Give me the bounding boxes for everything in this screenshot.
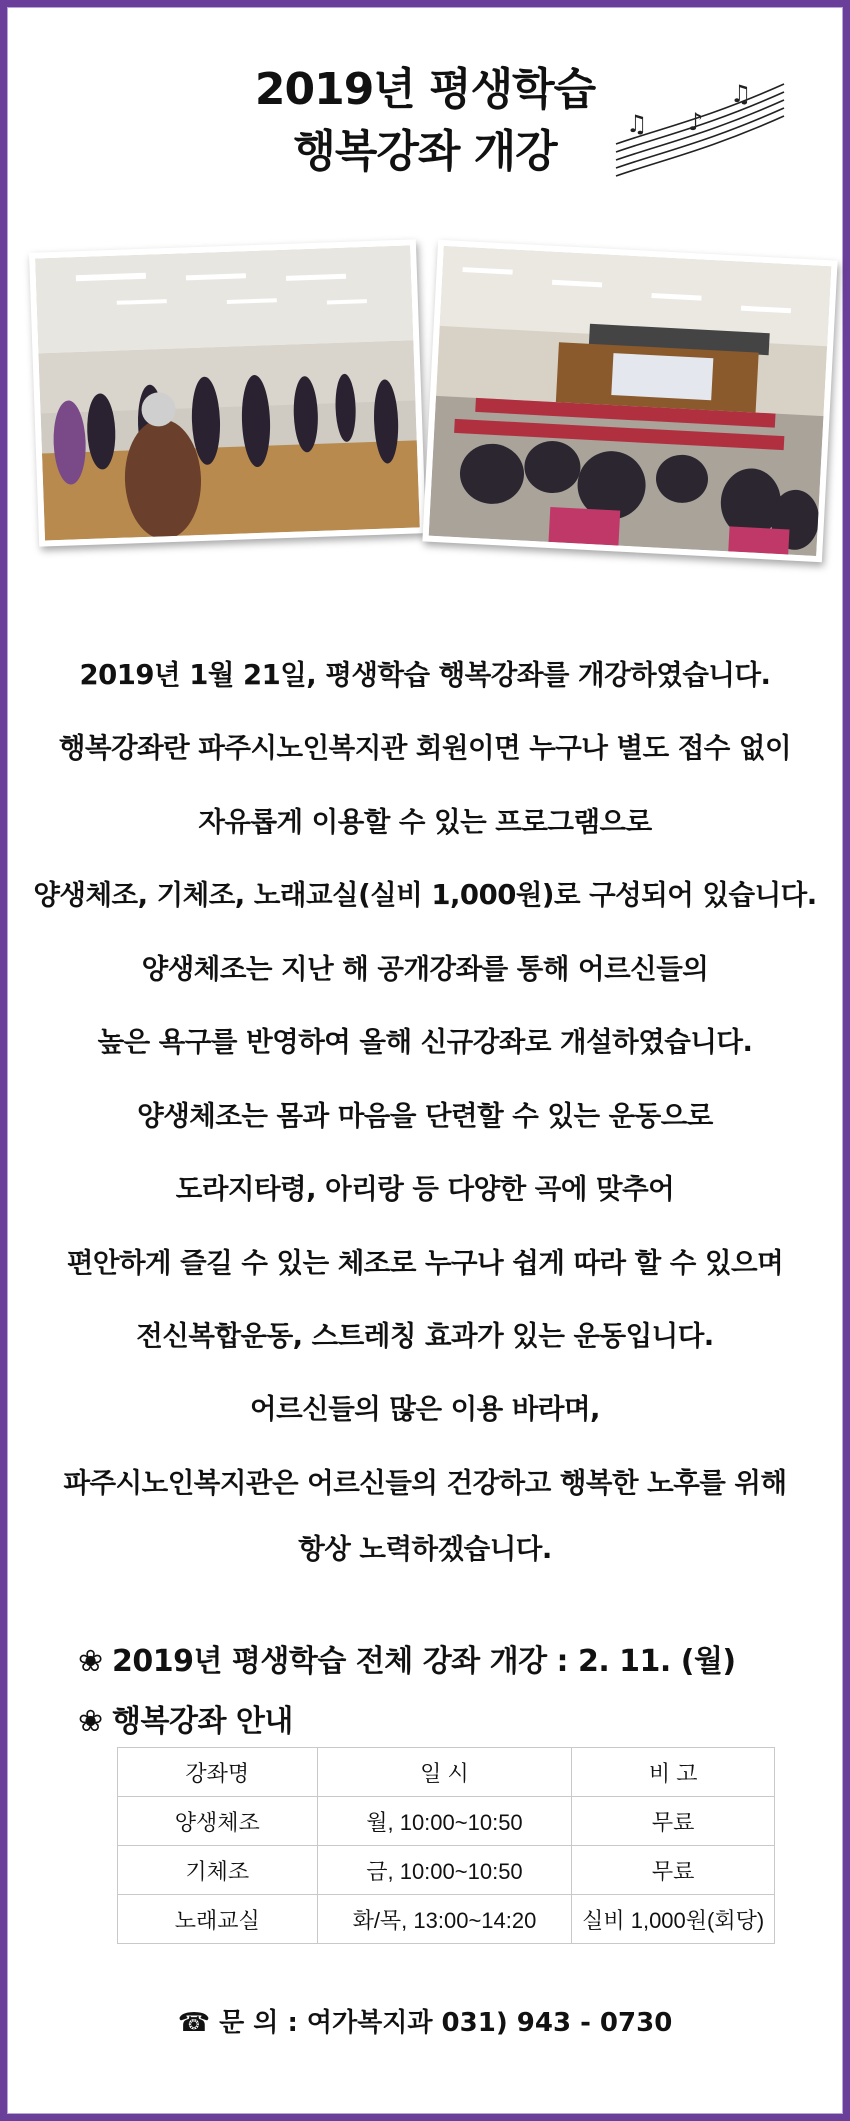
photo-exercise-class: [29, 239, 426, 546]
table-cell: 노래교실: [118, 1895, 318, 1944]
table-cell: 양생체조: [118, 1797, 318, 1846]
flower-bullet-icon: ❀: [78, 1704, 103, 1739]
paragraph-line-6: 높은 욕구를 반영하여 올해 신규강좌로 개설하였습니다.: [97, 1026, 753, 1058]
music-staff-decoration: [612, 74, 788, 178]
table-cell: 화/목, 13:00~14:20: [317, 1895, 572, 1944]
table-header-cell: 일 시: [317, 1748, 572, 1797]
paragraph-line-5: 양생체조는 지난 해 공개강좌를 통해 어르신들의: [141, 953, 709, 985]
table-cell: 월, 10:00~10:50: [317, 1797, 572, 1846]
flower-bullet-icon: ❀: [78, 1644, 103, 1679]
paragraph-line-13: 항상 노력하겠습니다.: [298, 1533, 552, 1565]
table-cell: 실비 1,000원(회당): [572, 1895, 775, 1944]
phone-icon: ☎: [177, 2008, 211, 2038]
table-row: [118, 1895, 775, 1944]
table-cell: 무료: [572, 1846, 775, 1895]
svg-text:♫: ♫: [730, 80, 752, 108]
paragraph-line-12: 파주시노인복지관은 어르신들의 건강하고 행복한 노후를 위해: [63, 1467, 787, 1499]
notice-course-guide: [78, 1696, 293, 1740]
notice-course-opening-text: 2019년 평생학습 전체 강좌 개강 : 2. 11. (월): [112, 1644, 736, 1679]
paragraph-line-8: 도라지타령, 아리랑 등 다양한 곡에 맞추어: [175, 1173, 675, 1205]
paragraph-line-2: 행복강좌란 파주시노인복지관 회원이면 누구나 별도 접수 없이: [58, 732, 792, 764]
paragraph-line-1: 2019년 1월 21일, 평생학습 행복강좌를 개강하였습니다.: [79, 659, 771, 691]
table-row: [118, 1797, 775, 1846]
table-cell: 금, 10:00~10:50: [317, 1846, 572, 1895]
paragraph-line-11: 어르신들의 많은 이용 바라며,: [250, 1393, 600, 1425]
photo-lecture-hall: [422, 240, 837, 563]
table-header-cell: 비 고: [572, 1748, 775, 1797]
table-header-cell: 강좌명: [118, 1748, 318, 1797]
contact-info: [0, 2002, 850, 2039]
title-line-1: 2019년 평생학습: [254, 64, 596, 115]
paragraph-line-9: 편안하게 즐길 수 있는 체조로 누구나 쉽게 따라 할 수 있으며: [66, 1247, 784, 1279]
table-cell: 기체조: [118, 1846, 318, 1895]
paragraph-line-4: 양생체조, 기체조, 노래교실(실비 1,000원)로 구성되어 있습니다.: [33, 879, 817, 911]
notice-course-guide-text: 행복강좌 안내: [112, 1704, 293, 1739]
table-row: [118, 1846, 775, 1895]
course-schedule-table: [117, 1747, 775, 1944]
paragraph-line-3: 자유롭게 이용할 수 있는 프로그램으로: [198, 806, 652, 838]
contact-text: 문 의 : 여가복지과 031) 943 - 0730: [219, 2008, 673, 2038]
paragraph-line-10: 전신복합운동, 스트레칭 효과가 있는 운동입니다.: [136, 1320, 714, 1352]
notice-course-opening: [78, 1636, 736, 1680]
svg-text:♫: ♫: [626, 110, 648, 138]
svg-text:♪: ♪: [688, 108, 704, 136]
table-header-row: [118, 1748, 775, 1797]
table-cell: 무료: [572, 1797, 775, 1846]
title-line-2: 행복강좌 개강: [293, 126, 557, 177]
paragraph-line-7: 양생체조는 몸과 마음을 단련할 수 있는 운동으로: [137, 1100, 713, 1132]
